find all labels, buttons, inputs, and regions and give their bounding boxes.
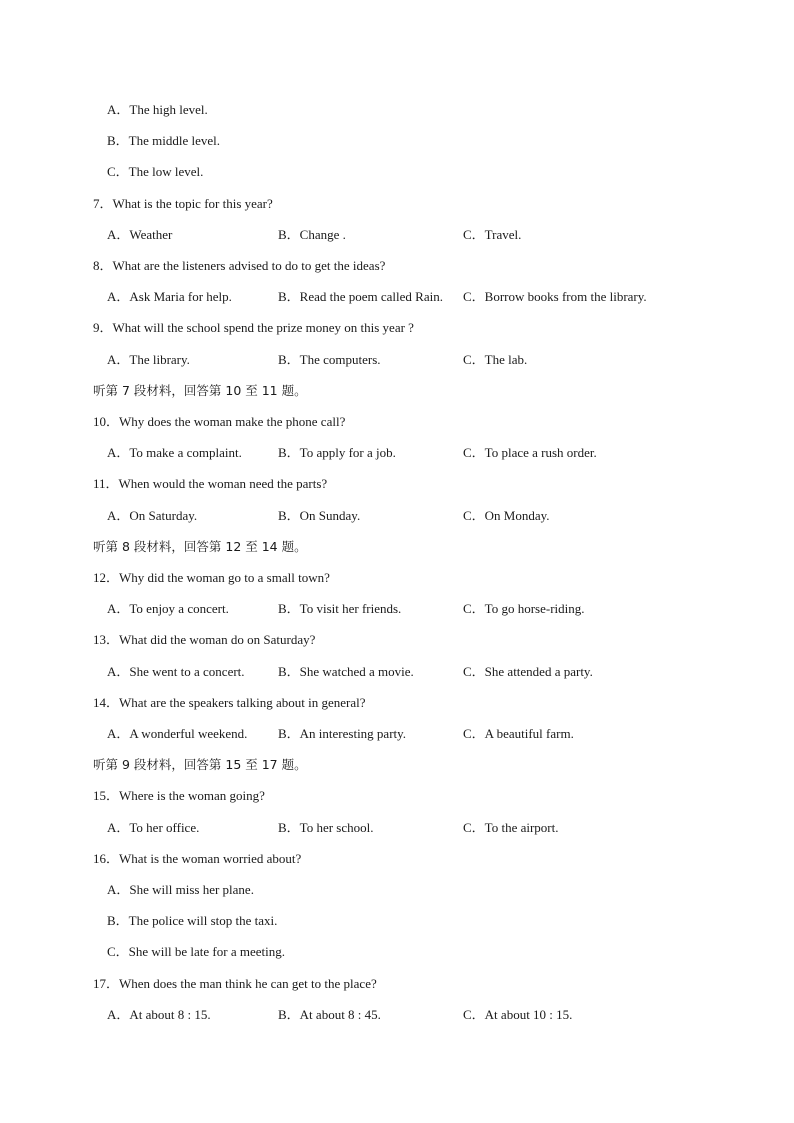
- q9-option-c: C．The lab.: [463, 352, 528, 367]
- question-15: 15．Where is the woman going?: [93, 788, 265, 803]
- q17-option-a: A．At about 8 : 15.: [107, 1007, 211, 1022]
- q11-option-b: B．On Sunday.: [278, 508, 361, 523]
- q17-option-c: C．At about 10 : 15.: [463, 1007, 573, 1022]
- q17-option-b: B．At about 8 : 45.: [278, 1007, 381, 1022]
- q6-option-c: C．The low level.: [107, 164, 204, 179]
- q9-option-b: B．The computers.: [278, 352, 381, 367]
- q16-option-b: B．The police will stop the taxi.: [107, 913, 278, 928]
- question-7: 7．What is the topic for this year?: [93, 196, 273, 211]
- q6-option-a: A．The high level.: [107, 102, 208, 117]
- q10-option-b: B．To apply for a job.: [278, 445, 396, 460]
- q15-option-c: C．To the airport.: [463, 820, 559, 835]
- question-16: 16．What is the woman worried about?: [93, 851, 302, 866]
- q7-option-c: C．Travel.: [463, 227, 522, 242]
- q16-option-a: A．She will miss her plane.: [107, 882, 254, 897]
- q8-option-a: A．Ask Maria for help.: [107, 289, 232, 304]
- q12-option-b: B．To visit her friends.: [278, 601, 402, 616]
- question-12: 12．Why did the woman go to a small town?: [93, 570, 330, 585]
- section-7-heading: 听第 7 段材料，回答第 10 至 11 题。: [93, 383, 307, 398]
- q9-option-a: A．The library.: [107, 352, 190, 367]
- q15-option-b: B．To her school.: [278, 820, 374, 835]
- q7-option-a: A．Weather: [107, 227, 173, 242]
- q12-option-c: C．To go horse-riding.: [463, 601, 585, 616]
- question-13: 13．What did the woman do on Saturday?: [93, 632, 316, 647]
- question-17: 17．When does the man think he can get to the place?: [93, 976, 377, 991]
- question-10: 10．Why does the woman make the phone call?: [93, 414, 346, 429]
- q10-option-a: A．To make a complaint.: [107, 445, 242, 460]
- q15-option-a: A．To her office.: [107, 820, 200, 835]
- q11-option-a: A．On Saturday.: [107, 508, 198, 523]
- q13-option-a: A．She went to a concert.: [107, 664, 245, 679]
- q12-option-a: A．To enjoy a concert.: [107, 601, 229, 616]
- q14-option-c: C．A beautiful farm.: [463, 726, 574, 741]
- question-14: 14．What are the speakers talking about in general?: [93, 695, 366, 710]
- q16-option-c: C．She will be late for a meeting.: [107, 944, 285, 959]
- q14-option-a: A．A wonderful weekend.: [107, 726, 248, 741]
- q8-option-c: C．Borrow books from the library.: [463, 289, 647, 304]
- question-8: 8．What are the listeners advised to do to get the ideas?: [93, 258, 386, 273]
- question-11: 11．When would the woman need the parts?: [93, 476, 328, 491]
- q10-option-c: C．To place a rush order.: [463, 445, 597, 460]
- section-8-heading: 听第 8 段材料，回答第 12 至 14 题。: [93, 539, 307, 554]
- q14-option-b: B．An interesting party.: [278, 726, 407, 741]
- q6-option-b: B．The middle level.: [107, 133, 221, 148]
- section-9-heading: 听第 9 段材料，回答第 15 至 17 题。: [93, 757, 307, 772]
- q8-option-b: B．Read the poem called Rain.: [278, 289, 443, 304]
- q7-option-b: B．Change .: [278, 227, 346, 242]
- q13-option-c: C．She attended a party.: [463, 664, 593, 679]
- q13-option-b: B．She watched a movie.: [278, 664, 414, 679]
- question-9: 9．What will the school spend the prize money on this year ?: [93, 320, 414, 335]
- q11-option-c: C．On Monday.: [463, 508, 550, 523]
